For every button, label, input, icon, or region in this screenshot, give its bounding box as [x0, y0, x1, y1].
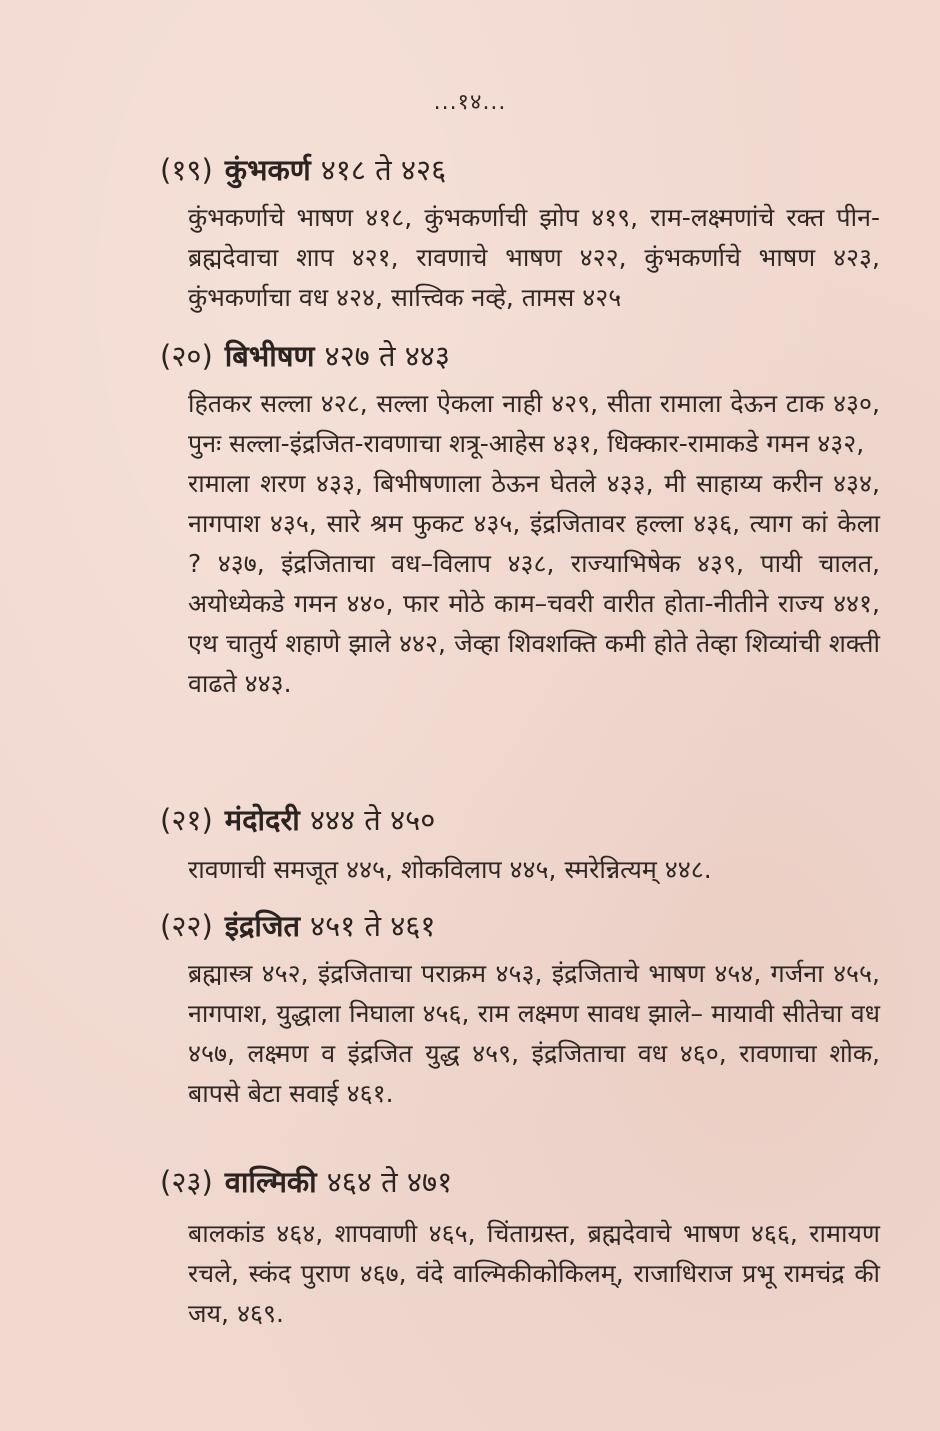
- section-body: [188, 954, 880, 1114]
- section-page-range: ४६४ ते ४७१: [326, 1165, 453, 1199]
- section-title: बिभीषण: [224, 339, 315, 373]
- section-heading: [160, 150, 446, 189]
- section-page-range: ४४४ ते ४५०: [309, 803, 436, 837]
- section-paragraph: ब्रह्मास्त्र ४५२, इंद्रजिताचा पराक्रम ४५३, इंद्रजिताचे भाषण ४५४, गर्जना ४५५, नागपाश, युद्धाला निघाला ४५६, राम लक्ष्मण सावध झाले– मायावी सीतेचा वध ४५७, लक्ष्मण व इंद्रजित युद्ध ४५९, इंद्रजिताचा वध ४६०, रावणाचा शोक, बापसे बेटा सवाई ४६१.: [188, 959, 880, 1108]
- page-number: ...१४...: [433, 90, 507, 115]
- section-number: (२३): [160, 1165, 213, 1199]
- section-page-range: ४२७ ते ४४३: [324, 339, 450, 373]
- section-page-range: ४५१ ते ४६१: [310, 909, 436, 943]
- section-paragraph: बालकांड ४६४, शापवाणी ४६५, चिंताग्रस्त, ब्रह्मदेवाचे भाषण ४६६, रामायण रचले, स्कंद पुराण ४६७, वंदे वाल्मिकीकोकिलम्, राजाधिराज प्रभू रामचंद्र की जय, ४६९.: [188, 1219, 880, 1328]
- section-body: [188, 850, 880, 890]
- section-number: (२०): [160, 339, 213, 373]
- section-number: (१९): [160, 153, 213, 187]
- section-body: [188, 198, 880, 318]
- section-heading: [160, 906, 435, 945]
- section-heading: [160, 800, 435, 839]
- section-title: वाल्मिकी: [224, 1165, 317, 1199]
- section-number: (२२): [160, 909, 213, 943]
- section-heading: [160, 1162, 452, 1201]
- section-title: कुंभकर्ण: [224, 153, 311, 187]
- section-number: (२१): [160, 803, 213, 837]
- section-body: [188, 1214, 880, 1334]
- section-title: मंदोदरी: [224, 803, 300, 837]
- section-heading: [160, 336, 450, 375]
- section-paragraph: रामाला शरण ४३३, बिभीषणाला ठेऊन घेतले ४३३, मी साहाय्य करीन ४३४, नागपाश ४३५, सारे श्रम फुकट ४३५, इंद्रजितावर हल्ला ४३६, त्याग कां केला ? ४३७, इंद्रजिताचा वध–विलाप ४३८, राज्याभिषेक ४३९, पायी चालत, अयोध्येकडे गमन ४४०, फार मोठे काम–चवरी वारीत होता-नीतीने राज्य ४४१, एथ चातुर्य शहाणे झाले ४४२, जेव्हा शिवशक्ति कमी होते तेव्हा शिव्यांची शक्ती वाढते ४४३.: [188, 469, 880, 698]
- section-paragraph: हितकर सल्ला ४२८, सल्ला ऐकला नाही ४२९, सीता रामाला देऊन टाक ४३०, पुनः सल्ला-इंद्रजित-रावणाचा शत्रू-आहेस ४३१, धिक्कार-रामाकडे गमन ४३२,: [188, 389, 880, 458]
- section-paragraph: कुंभकर्णाचे भाषण ४१८, कुंभकर्णाची झोप ४१९, राम-लक्ष्मणांचे रक्त पीन-ब्रह्मदेवाचा शाप ४२१, रावणाचे भाषण ४२२, कुंभकर्णाचे भाषण ४२३, कुंभकर्णाचा वध ४२४, सात्त्विक नव्हे, तामस ४२५: [188, 203, 880, 312]
- section-page-range: ४१८ ते ४२६: [320, 153, 447, 187]
- section-paragraph: रावणाची समजूत ४४५, शोकविलाप ४४५, स्मरेन्नित्यम् ४४८.: [188, 855, 712, 884]
- section-title: इंद्रजित: [224, 909, 300, 943]
- section-body: [188, 384, 880, 704]
